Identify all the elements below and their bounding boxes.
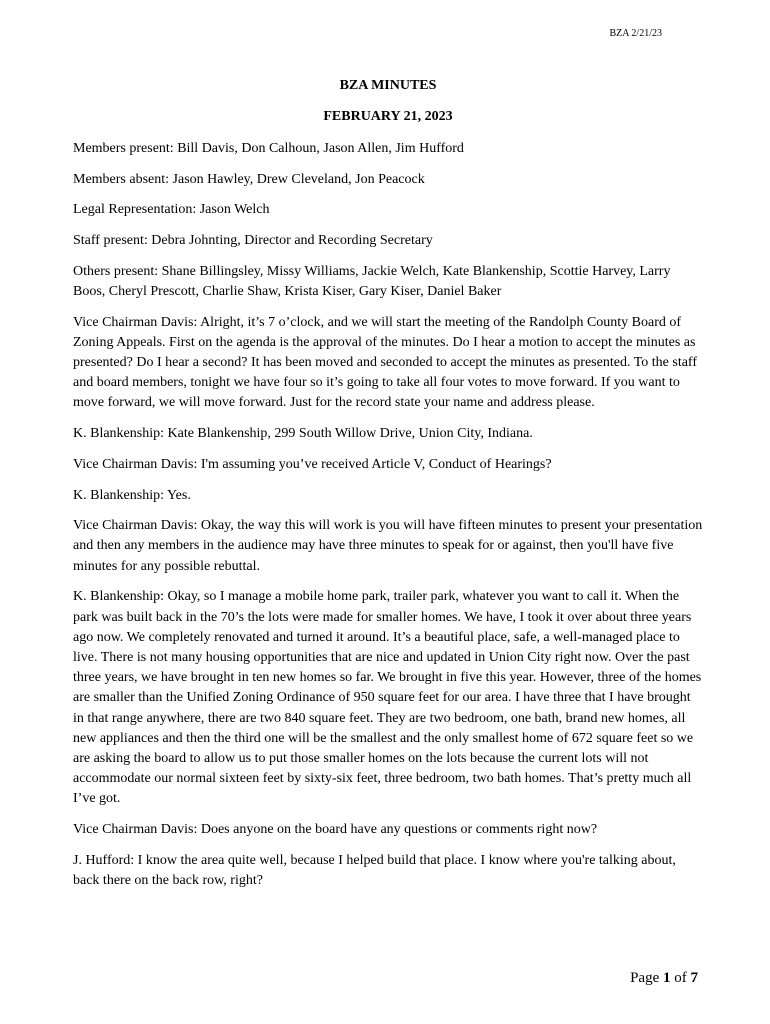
staff-present: Staff present: Debra Johnting, Director and Recording Secretary: [73, 233, 433, 249]
page-current: 1: [663, 970, 671, 986]
document-body: [73, 76, 703, 902]
minutes-paragraph: Vice Chairman Davis: Okay, the way this will work is you will have fifteen minutes to present your presentation and then any members in the audience may have three minutes to speak for or against, then you'll have five minutes for any possible rebuttal.: [73, 518, 703, 574]
minutes-paragraph: Vice Chairman Davis: Alright, it’s 7 o’clock, and we will start the meeting of the Randolph County Board of Zoning Appeals. First on the agenda is the approval of the minutes. Do I hear a motion to accept the minutes as presented? Do I hear a second? It has been moved and seconded to accept the minutes as presented. To the staff and board members, tonight we have four so it’s going to take all four votes to move forward. If you want to move forward, we will move forward. Just for the record state your name and address please.: [73, 314, 697, 411]
minutes-paragraph: Vice Chairman Davis: I'm assuming you’ve received Article V, Conduct of Hearings?: [73, 456, 552, 472]
page-total: 7: [690, 970, 698, 986]
legal-representation: Legal Representation: Jason Welch: [73, 202, 270, 218]
minutes-paragraph: K. Blankenship: Kate Blankenship, 299 South Willow Drive, Union City, Indiana.: [73, 426, 533, 442]
others-present: Others present: Shane Billingsley, Missy Williams, Jackie Welch, Kate Blankenship, Scottie Harvey, Larry Boos, Cheryl Prescott, Charlie Shaw, Krista Kiser, Gary Kiser, Daniel Baker: [73, 263, 671, 299]
document-title: BZA MINUTES: [339, 78, 437, 93]
members-absent: Members absent: Jason Hawley, Drew Cleveland, Jon Peacock: [73, 171, 425, 187]
minutes-paragraph: Vice Chairman Davis: Does anyone on the board have any questions or comments right now?: [73, 822, 598, 838]
page-word: Page: [630, 970, 660, 986]
of-word: of: [674, 970, 687, 986]
page-header-ref: BZA 2/21/23: [609, 28, 662, 39]
minutes-paragraph: J. Hufford: I know the area quite well, because I helped build that place. I know where you're talking about, back there on the back row, right?: [73, 852, 676, 888]
page-number: [630, 970, 698, 987]
document-date: FEBRUARY 21, 2023: [323, 108, 453, 124]
minutes-paragraph: K. Blankenship: Yes.: [73, 487, 191, 503]
members-present: Members present: Bill Davis, Don Calhoun, Jason Allen, Jim Hufford: [73, 140, 464, 156]
minutes-paragraph: K. Blankenship: Okay, so I manage a mobile home park, trailer park, whatever you want to call it. When the park was built back in the 70’s the lots were made for smaller homes. We have, I took it over about three years ago now. We completely renovated and turned it around. It’s a beautiful place, safe, a well-managed place to live. There is not many housing opportunities that are nice and updated in Union City right now. Over the past three years, we have brought in ten new homes so far. We brought in five this year. However, three of the homes are smaller than the Unified Zoning Ordinance of 950 square feet for our area. I have three that I have brought in that range anywhere, there are two 840 square feet. They are two bedroom, one bath, brand new homes, all new appliances and then the third one will be the smallest and the only smallest home of 672 square feet so we are asking the board to allow us to put those smaller homes on the lots because the current lots will not accommodate our normal sixteen feet by sixty-six feet, three bedroom, two bath homes. That’s pretty much all I’ve got.: [73, 589, 702, 807]
